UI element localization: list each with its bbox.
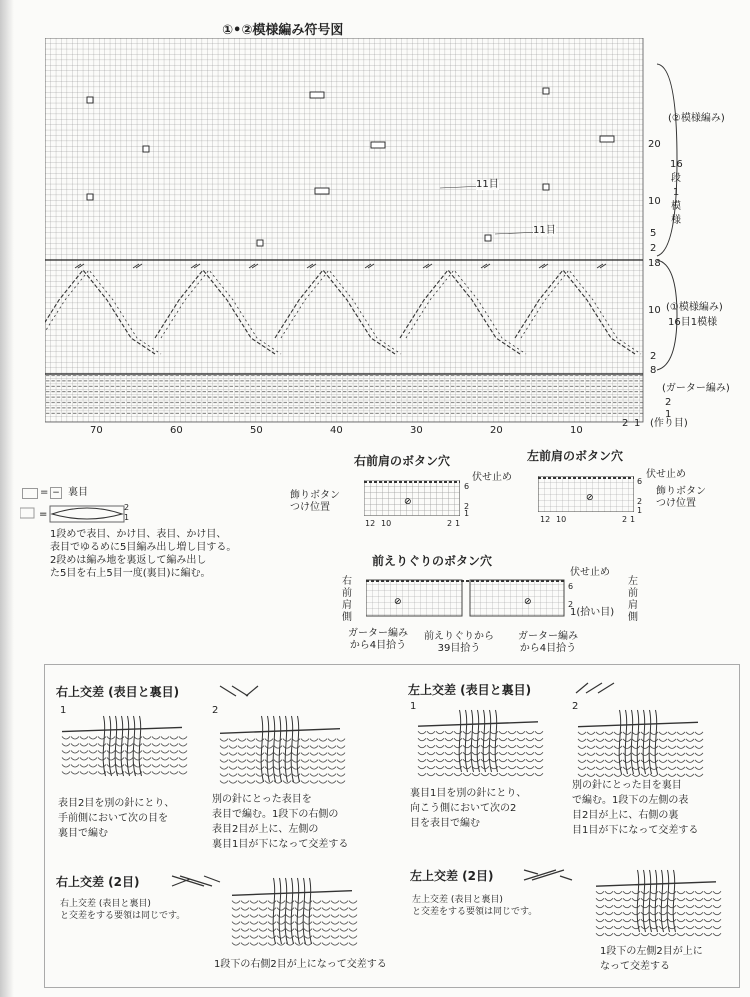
left-step2-text: 別の針にとった目を裏目 で編む。1段下の左側の表 目2目が上に、右側の裏 目1目が下になって交差する xyxy=(572,780,699,836)
right-cross2-title: 右上交差 (2目) xyxy=(56,875,140,889)
neckline-title: 前えりぐりのボタン穴 xyxy=(372,554,493,568)
cast-on-label: (作り目) xyxy=(650,418,688,429)
left-shoulder-title: 左前肩のボタン穴 xyxy=(527,449,624,463)
right-step2-text: 別の針にとった表目を 表目で編む。1段下の右側の 表目2目が上に、左側の 裏目1目が下になって交差する xyxy=(212,794,349,850)
inc-label-2: 2 xyxy=(124,503,130,512)
rs-row-6: 6 xyxy=(464,482,470,491)
row-label-18: 18 xyxy=(648,258,661,269)
neck-bind-off: 伏せ止め xyxy=(570,567,610,578)
right-step1-text: 表目2目を別の針にとり、 手前側において次の目を 裏目で編む xyxy=(58,798,175,839)
legend-purl-symbol: − xyxy=(50,487,62,499)
left-cross-title: 左上交差 (表目と裏目) xyxy=(408,683,532,697)
rs-col-12: 12 xyxy=(365,519,376,528)
inc-note-3: 2段めは編み地を裏返して編み出し xyxy=(50,555,207,566)
page-gutter-shadow xyxy=(0,0,14,997)
col-label-60: 60 xyxy=(170,425,183,436)
inc-note-4: た5目を右上5目一度(裏目)に編む。 xyxy=(50,568,211,579)
section2-repeat: 16段1模様 xyxy=(670,159,683,226)
left-cross2-illus xyxy=(592,866,722,938)
right-cross-illus-1 xyxy=(58,712,188,782)
right-shoulder-title: 右前肩のボタン穴 xyxy=(354,454,451,468)
svg-text:⊘: ⊘ xyxy=(524,597,532,607)
row-label-2-bottom: 2 xyxy=(665,397,672,408)
right-cross-symbol xyxy=(218,682,262,700)
row-label-10-mid: 10 xyxy=(648,305,661,316)
stitch-chart xyxy=(45,38,665,424)
col-label-70: 70 xyxy=(90,425,103,436)
col-label-30: 30 xyxy=(410,425,423,436)
col-label-10: 10 xyxy=(570,425,583,436)
rs-row-2: 2 xyxy=(464,502,470,511)
rs-col-2: 2 xyxy=(447,519,453,528)
col-label-2: 2 xyxy=(622,418,629,429)
left-step1-text: 裏目1目を別の針にとり、 向こう側において次の2 目を表目で編む xyxy=(410,788,527,829)
left-cross-illus-2 xyxy=(574,706,704,780)
neck-row-6: 6 xyxy=(568,582,574,591)
right-cross2-symbol xyxy=(170,872,224,890)
section2-label: (②模様編み) xyxy=(668,113,725,124)
left-shoulder-grid xyxy=(538,476,634,512)
col-label-20: 20 xyxy=(490,425,503,436)
annotation-11-stitches-b: 11目 xyxy=(533,225,556,236)
left-cross-symbol xyxy=(574,679,618,697)
col-label-40: 40 xyxy=(330,425,343,436)
ls-col-1: 1 xyxy=(630,515,636,524)
neck-right-side: 右 前 肩 側 xyxy=(342,576,352,623)
right-step-num-1: 1 xyxy=(60,705,67,716)
svg-text:⊘: ⊘ xyxy=(394,597,402,607)
ls-bind-off: 伏せ止め xyxy=(646,469,686,480)
right-cross2-illus xyxy=(228,874,358,950)
ls-row-6: 6 xyxy=(637,477,643,486)
row-label-10-top: 10 xyxy=(648,196,661,207)
svg-text:⊘: ⊘ xyxy=(586,493,594,503)
left-cross2-caption: 1段下の左側2目が上に なって交差する xyxy=(600,946,703,972)
annotation-11-stitches-a: 11目 xyxy=(476,179,499,190)
neck-pickup-left: ガーター編み から4目拾う xyxy=(348,628,408,651)
neckline-grid xyxy=(366,578,566,618)
legend-increase-symbol xyxy=(20,502,130,528)
rs-bind-off: 伏せ止め xyxy=(472,472,512,483)
row-label-2-mid: 2 xyxy=(650,351,657,362)
rs-button-pos: 飾りボタン つけ位置 xyxy=(290,490,340,513)
right-cross2-note: 右上交差 (表目と裏目) と交差をする要領は同じです。 xyxy=(60,899,186,921)
col-label-50: 50 xyxy=(250,425,263,436)
rs-row-1: 1 xyxy=(464,509,470,518)
inc-note-2: 表目でゆるめに5目編み出し増し目する。 xyxy=(50,542,237,553)
ls-col-12: 12 xyxy=(540,515,551,524)
rs-col-10: 10 xyxy=(381,519,392,528)
section1-label: (①模様編み) xyxy=(666,302,723,313)
legend-purl-swatch xyxy=(22,488,38,499)
left-cross2-note: 左上交差 (表目と裏目) と交差をする要領は同じです。 xyxy=(412,895,538,917)
section1-repeat: 16目1模様 xyxy=(668,317,718,328)
ls-col-2: 2 xyxy=(622,515,628,524)
left-cross2-title: 左上交差 (2目) xyxy=(410,869,494,883)
ls-col-10: 10 xyxy=(556,515,567,524)
row-label-2-top: 2 xyxy=(650,243,657,254)
neck-pickup-right: ガーター編み から4目拾う xyxy=(518,631,578,654)
left-step-num-1: 1 xyxy=(410,701,417,712)
right-shoulder-grid xyxy=(364,480,460,516)
right-cross2-caption: 1段下の右側2目が上になって交差する xyxy=(214,959,387,970)
neck-row-1: 1(拾い目) xyxy=(570,607,615,618)
row-label-1: 1 xyxy=(665,409,672,420)
neck-pickup-center: 前えりぐりから 39目拾う xyxy=(424,631,494,654)
col-label-1: 1 xyxy=(634,418,641,429)
right-cross-title: 右上交差 (表目と裏目) xyxy=(56,685,180,699)
left-cross2-symbol xyxy=(522,866,576,884)
row-label-5: 5 xyxy=(650,228,657,239)
neck-left-side: 左 前 肩 側 xyxy=(628,576,638,623)
row-label-20: 20 xyxy=(648,139,661,150)
rs-col-1: 1 xyxy=(455,519,461,528)
svg-text:=: = xyxy=(39,509,48,520)
legend-equals: = xyxy=(40,487,49,498)
garter-band xyxy=(45,375,643,415)
right-cross-illus-2 xyxy=(216,712,346,788)
svg-text:⊘: ⊘ xyxy=(404,497,412,507)
chart-title: ①•②模様編み符号図 xyxy=(222,23,344,38)
ls-row-1: 1 xyxy=(637,506,643,515)
ls-row-2: 2 xyxy=(637,497,643,506)
legend-purl-label: 裏目 xyxy=(68,487,88,498)
row-label-8: 8 xyxy=(650,365,657,376)
inc-note-1: 1段めで表目、かけ目、表目、かけ目、 xyxy=(50,529,227,540)
left-cross-illus-1 xyxy=(414,706,544,778)
garter-label: (ガーター編み) xyxy=(662,383,730,394)
ls-button-pos: 飾りボタン つけ位置 xyxy=(656,486,706,509)
left-step-num-2: 2 xyxy=(572,701,579,712)
neck-row-2: 2 xyxy=(568,600,574,609)
right-step-num-2: 2 xyxy=(212,705,219,716)
inc-label-1: 1 xyxy=(124,513,130,522)
